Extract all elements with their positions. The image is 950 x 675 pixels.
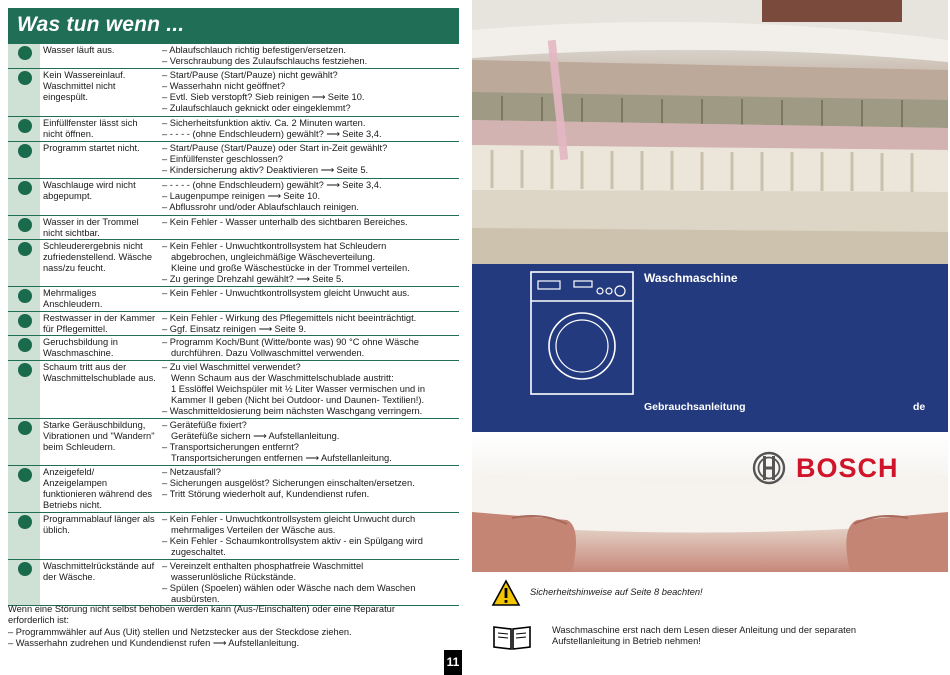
problem-cell: Kein Wassereinlauf. Waschmittel nicht eingespült.: [43, 70, 126, 102]
bullet-column: [8, 117, 40, 141]
solution-line: durchführen. Dazu Vollwaschmittel verwenden.: [171, 348, 365, 358]
solution-line: – Kein Fehler - Wasser unterhalb des sichtbaren Bereiches.: [162, 217, 408, 227]
safety-note: Sicherheitshinweise auf Seite 8 beachten!: [530, 587, 703, 597]
solution-line: – Zulaufschlauch geknickt oder eingeklemmt?: [162, 103, 351, 113]
solution-line: – Sicherungen ausgelöst? Sicherungen einschalten/ersetzen.: [162, 478, 415, 488]
manual-label: Gebrauchsanleitung: [644, 401, 746, 413]
solution-line: – Programm Koch/Bunt (Witte/bonte was) 90 °C ohne Wäsche: [162, 337, 419, 347]
solution-line: – Gerätefüße fixiert?: [162, 420, 247, 430]
folded-laundry-photo: [472, 0, 948, 264]
problem-cell: Geruchsbildung in Waschmaschine.: [43, 337, 118, 358]
solution-line: – Zu geringe Drehzahl gewählt? ⟶ Seite 5.: [162, 274, 344, 284]
bullet-dot-icon: [18, 46, 32, 60]
solution-line: zugeschaltet.: [171, 547, 226, 557]
solution-line: – Sicherheitsfunktion aktiv. Ca. 2 Minuten warten.: [162, 118, 366, 128]
solution-cell: [158, 117, 459, 141]
table-row: [8, 287, 459, 312]
solution-cell: [158, 336, 459, 360]
bullet-column: [8, 69, 40, 116]
solution-line: – Transportsicherungen entfernt?: [162, 442, 299, 452]
bullet-dot-icon: [18, 242, 32, 256]
solution-cell: [158, 69, 459, 116]
troubleshooting-page: [0, 0, 462, 675]
bullet-column: [8, 240, 40, 286]
table-row: [8, 336, 459, 361]
problem-cell: Einfüllfenster lässt sich nicht öffnen.: [43, 118, 138, 139]
solution-line: – Netzausfall?: [162, 467, 221, 477]
solution-line: mehrmaliges Verteilen der Wäsche aus.: [171, 525, 336, 535]
solution-line: – Ablaufschlauch richtig befestigen/ersetzen.: [162, 45, 346, 55]
problem-cell: Anzeigefeld/ Anzeigelampen funktionieren während des Betriebs nicht.: [43, 467, 153, 510]
solution-line: – Waschmitteldosierung beim nächsten Waschgang verringern.: [162, 406, 423, 416]
bullet-dot-icon: [18, 289, 32, 303]
bullet-column: [8, 312, 40, 335]
problem-cell: Waschmittelrückstände auf der Wäsche.: [43, 561, 155, 582]
solution-line: Kleine und große Wäschestücke in der Trommel verteilen.: [171, 263, 410, 273]
footnote-line: – Wasserhahn zudrehen und Kundendienst rufen ⟶ Aufstellanleitung.: [8, 638, 300, 649]
solution-line: – Spülen (Spoelen) wählen oder Wäsche nach dem Waschen: [162, 583, 416, 593]
solution-cell: [158, 240, 459, 286]
problem-cell: Wasser läuft aus.: [43, 45, 115, 55]
washing-machine-icon: [530, 271, 634, 395]
solution-line: – Kindersicherung aktiv? Deaktivieren ⟶ Seite 5.: [162, 165, 369, 175]
brand-logo: [752, 451, 899, 485]
bullet-column: [8, 142, 40, 178]
problem-cell: Mehrmaliges Anschleudern.: [43, 288, 103, 309]
solution-line: Gerätefüße sichern ⟶ Aufstellanleitung.: [171, 431, 340, 441]
problem-cell: Wasser in der Trommel nicht sichtbar.: [43, 217, 139, 238]
solution-cell: [158, 216, 459, 239]
bullet-dot-icon: [18, 181, 32, 195]
bullet-column: [8, 466, 40, 512]
problem-cell: Restwasser in der Kammer für Pflegemittel.: [43, 313, 156, 334]
bullet-dot-icon: [18, 144, 32, 158]
problem-cell: Starke Geräuschbildung, Vibrationen und "Wandern" beim Schleudern.: [43, 420, 155, 452]
solution-cell: [158, 560, 459, 605]
bullet-column: [8, 419, 40, 465]
bullet-dot-icon: [18, 468, 32, 482]
table-row: [8, 142, 459, 179]
table-row: [8, 117, 459, 142]
table-row: [8, 216, 459, 240]
warning-triangle-icon: [491, 579, 521, 607]
solution-line: – Wasserhahn nicht geöffnet?: [162, 81, 286, 91]
solution-line: – Kein Fehler - Unwuchtkontrollsystem hat Schleudern: [162, 241, 387, 251]
table-row: [8, 44, 459, 69]
solution-line: Transportsicherungen entfernen ⟶ Aufstellanleitung.: [171, 453, 392, 463]
table-row: [8, 513, 459, 560]
solution-cell: [158, 312, 459, 335]
bullet-dot-icon: [18, 515, 32, 529]
solution-line: – Ggf. Einsatz reinigen ⟶ Seite 9.: [162, 324, 307, 334]
problem-cell: Waschlauge wird nicht abgepumpt.: [43, 180, 136, 201]
solution-line: – Kein Fehler - Wirkung des Pflegemittels nicht beeinträchtigt.: [162, 313, 417, 323]
solution-cell: [158, 466, 459, 512]
problem-cell: Schaum tritt aus der Waschmittelschublade aus.: [43, 362, 156, 383]
footnote-line: Wenn eine Störung nicht selbst behoben werden kann (Aus-/Einschalten) oder eine Reparatur: [8, 604, 395, 614]
solution-cell: [158, 179, 459, 215]
solution-cell: [158, 44, 459, 68]
cover-page: [472, 0, 950, 675]
product-panel: [472, 264, 948, 432]
solution-cell: [158, 513, 459, 559]
bullet-column: [8, 287, 40, 311]
bullet-dot-icon: [18, 71, 32, 85]
footnote-line: erforderlich ist:: [8, 615, 69, 626]
bullet-column: [8, 216, 40, 239]
solution-line: – - - - - (ohne Endschleudern) gewählt? ⟶ Seite 3,4.: [162, 129, 382, 139]
bullet-dot-icon: [18, 562, 32, 576]
solution-line: – Vereinzelt enthalten phosphatfreie Waschmittel: [162, 561, 364, 571]
solution-line: Wenn Schaum aus der Waschmittelschublade austritt:: [171, 373, 394, 383]
troubleshooting-table: [8, 44, 459, 606]
solution-line: – Kein Fehler - Unwuchtkontrollsystem gleicht Unwucht aus.: [162, 288, 410, 298]
page-number: 11: [444, 650, 462, 675]
table-row: [8, 419, 459, 466]
problem-cell: Programmablauf länger als üblich.: [43, 514, 155, 535]
solution-line: – Start/Pause (Start/Pauze) nicht gewählt?: [162, 70, 338, 80]
table-row: [8, 361, 459, 419]
solution-cell: [158, 419, 459, 465]
read-manual-book-icon: [492, 623, 532, 651]
bullet-dot-icon: [18, 421, 32, 435]
table-row: [8, 312, 459, 336]
footnote-line: – Programmwähler auf Aus (Uit) stellen und Netzstecker aus der Steckdose ziehen.: [8, 626, 352, 637]
table-row: [8, 179, 459, 216]
solution-line: abgebrochen, ungleichmäßige Wäscheverteilung.: [171, 252, 376, 262]
solution-line: – - - - - (ohne Endschleudern) gewählt? ⟶ Seite 3,4.: [162, 180, 382, 190]
bullet-column: [8, 361, 40, 418]
solution-line: – Evtl. Sieb verstopft? Sieb reinigen ⟶ Seite 10.: [162, 92, 365, 102]
solution-line: – Zu viel Waschmittel verwendet?: [162, 362, 301, 372]
solution-line: – Tritt Störung wiederholt auf, Kundendienst rufen.: [162, 489, 370, 499]
table-row: [8, 240, 459, 287]
language-code: de: [913, 401, 926, 413]
solution-line: – Start/Pause (Start/Pauze) oder Start in-Zeit gewählt?: [162, 143, 388, 153]
solution-cell: [158, 142, 459, 178]
problem-cell: Schleuderergebnis nicht zufriedenstellend. Wäsche nass/zu feucht.: [43, 241, 153, 273]
product-title: Waschmaschine: [644, 271, 738, 285]
table-row: [8, 560, 459, 606]
bullet-column: [8, 44, 40, 68]
problem-cell: Programm startet nicht.: [43, 143, 140, 153]
bullet-dot-icon: [18, 363, 32, 377]
solution-line: – Abflussrohr und/oder Ablaufschlauch reinigen.: [162, 202, 359, 212]
bullet-column: [8, 513, 40, 559]
solution-line: Kammer II geben (Nicht bei Outdoor- und Daunen- Textilien!).: [171, 395, 425, 405]
bosch-armature-icon: [752, 451, 786, 485]
solution-line: – Kein Fehler - Schaumkontrollsystem aktiv - ein Spülgang wird: [162, 536, 423, 546]
brand-name: BOSCH: [796, 452, 899, 483]
solution-cell: [158, 287, 459, 311]
solution-line: 1 Esslöffel Weichspüler mit ½ Liter Wasser vermischen und in: [171, 384, 426, 394]
table-row: [8, 466, 459, 513]
laundry-stack-illustration: [472, 0, 948, 264]
solution-line: – Verschraubung des Zulaufschlauchs festziehen.: [162, 56, 368, 66]
bullet-dot-icon: [18, 314, 32, 328]
page-header: [8, 8, 459, 42]
bullet-dot-icon: [18, 119, 32, 133]
solution-line: – Einfüllfenster geschlossen?: [162, 154, 283, 164]
bullet-column: [8, 560, 40, 605]
solution-line: wasserunlösliche Rückstände.: [171, 572, 297, 582]
solution-line: – Laugenpumpe reinigen ⟶ Seite 10.: [162, 191, 321, 201]
bullet-dot-icon: [18, 338, 32, 352]
page-title: Was tun wenn ...: [17, 13, 185, 36]
read-manual-note: Waschmaschine erst nach dem Lesen dieser Anleitung und der separaten Aufstellanleitung in Betrieb nehmen!: [552, 625, 857, 646]
solution-line: ausbürsten.: [171, 594, 220, 604]
bullet-dot-icon: [18, 218, 32, 232]
solution-line: – Kein Fehler - Unwuchtkontrollsystem gleicht Unwucht durch: [162, 514, 416, 524]
service-footnote: [8, 604, 459, 650]
bullet-column: [8, 179, 40, 215]
bullet-column: [8, 336, 40, 360]
solution-cell: [158, 361, 459, 418]
table-row: [8, 69, 459, 117]
